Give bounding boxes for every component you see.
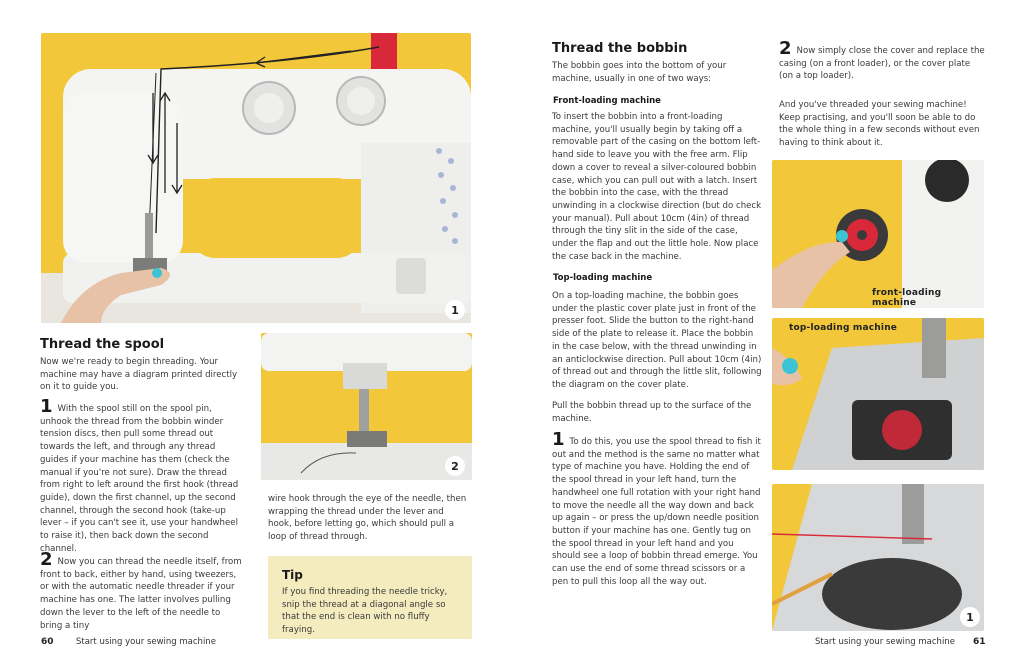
bobbin-pull-illustration bbox=[772, 484, 984, 631]
needle-illustration bbox=[261, 333, 472, 480]
step-text: Now simply close the cover and replace the casing (on a front loader), or the cover plate (on a top loader). bbox=[779, 46, 985, 82]
page-number-left: 60 bbox=[41, 637, 54, 647]
pull-bobbin-text: Pull the bobbin thread up to the surface of the machine. bbox=[552, 401, 752, 424]
photo-top-loading bbox=[772, 318, 984, 470]
sewing-machine-illustration bbox=[41, 33, 471, 323]
step-text: With the spool still on the spool pin, unhook the thread from the bobbin winder tension discs, then pull some thread out towards the left, and through any thread guides if your machine has them (check the manual if you're not sure). Draw the thread from right to left around the first hook (thread guide), down the first channel, up the second channel, through the second hook (take-up lever – if you can't see it, use your handwheel to raise it), then back down the second channel. bbox=[40, 404, 239, 554]
front-loading-text: To insert the bobbin into a front-loading machine, you'll usually begin by taking off a removable part of the casing on the bottom left-hand side to leave you with the free arm. Flip down a cover to reveal a silver-coloured bobbin case, which you can pull out with a latch. Insert the bobbin into the case, with the thread unwinding in a clockwise direction (but do check your manual). Pull about 10cm (4in) of thread through the tiny slit in the side of the case, under the flap and out the little hole. Now place the case back in the machine. bbox=[552, 112, 762, 262]
bobbin-intro: The bobbin goes into the bottom of your machine, usually in one of two ways: bbox=[552, 61, 727, 84]
photo-machine-threading bbox=[41, 33, 471, 323]
intro-paragraph: Now we're ready to begin threading. Your machine may have a diagram printed directly on it to guide you. bbox=[40, 357, 238, 393]
continuation-paragraph: wire hook through the eye of the needle, then wrapping the thread under the lever and hook, before letting go, which should pull a loop of thread through. bbox=[268, 494, 467, 543]
step-number: 2 bbox=[40, 549, 53, 570]
closing-paragraph: And you've threaded your sewing machine! Keep practising, and you'll soon be able to do the whole thing in a few seconds without even having to think about it. bbox=[779, 100, 980, 149]
photo-needle-closeup bbox=[261, 333, 472, 480]
step-number: 2 bbox=[779, 38, 792, 59]
section-heading-thread-spool: Thread the spool bbox=[40, 337, 165, 352]
photo-label-front: front-loading machine bbox=[872, 288, 942, 308]
section-heading-thread-bobbin: Thread the bobbin bbox=[552, 41, 688, 56]
bobbin-step-2 bbox=[779, 38, 985, 83]
photo-badge: 2 bbox=[445, 456, 465, 476]
page-number-right: 61 bbox=[973, 637, 986, 647]
subheading-top-loading: Top-loading machine bbox=[553, 273, 653, 283]
step-number: 1 bbox=[40, 396, 53, 417]
step-number: 1 bbox=[552, 429, 565, 450]
photo-badge: 1 bbox=[445, 300, 465, 320]
running-head-left: Start using your sewing machine bbox=[76, 637, 216, 647]
top-loading-text: On a top-loading machine, the bobbin goes under the plastic cover plate just in front of the presser foot. Slide the button to the right-hand side of the plate to release it. Place the bobbin in the case below, with the thread unwinding in an anticlockwise direction. Pull about 10cm (4in) of thread out and through the little slit, following the diagram on the cover plate. bbox=[552, 291, 762, 390]
bobbin-step-1 bbox=[552, 429, 762, 588]
photo-badge: 1 bbox=[960, 607, 980, 627]
top-loading-illustration bbox=[772, 318, 984, 470]
subheading-front-loading: Front-loading machine bbox=[553, 96, 661, 106]
step-text: Now you can thread the needle itself, from front to back, either by hand, using tweezers, or with the automatic needle threader if your machine has one. The latter involves pulling down the lever to the left of the needle to bring a tiny bbox=[40, 557, 242, 631]
front-loading-illustration bbox=[772, 160, 984, 308]
photo-bobbin-pull bbox=[772, 484, 984, 631]
step-2 bbox=[40, 549, 244, 632]
tip-title: Tip bbox=[282, 568, 303, 582]
tip-box bbox=[268, 556, 472, 639]
photo-front-loading bbox=[772, 160, 984, 308]
photo-label-top: top-loading machine bbox=[789, 323, 898, 333]
step-text: To do this, you use the spool thread to fish it out and the method is the same no matter what type of machine you have. Holding the end of the spool thread in your left hand, turn the handwheel one full rotation with your right hand to move the needle all the way down and back up again – or press the up/down needle position button if your machine has one. Gently tug on the spool thread in your left hand and you should see a loop of bobbin thread emerge. You can use the end of some thread scissors or a pen to pull this loop all the way out. bbox=[552, 437, 761, 587]
running-head-right: Start using your sewing machine bbox=[815, 637, 955, 647]
step-1 bbox=[40, 396, 244, 555]
tip-text: If you find threading the needle tricky, snip the thread at a diagonal angle so that the end is clean with no fluffy fraying. bbox=[282, 587, 448, 636]
arrow-left-icon bbox=[256, 51, 351, 67]
